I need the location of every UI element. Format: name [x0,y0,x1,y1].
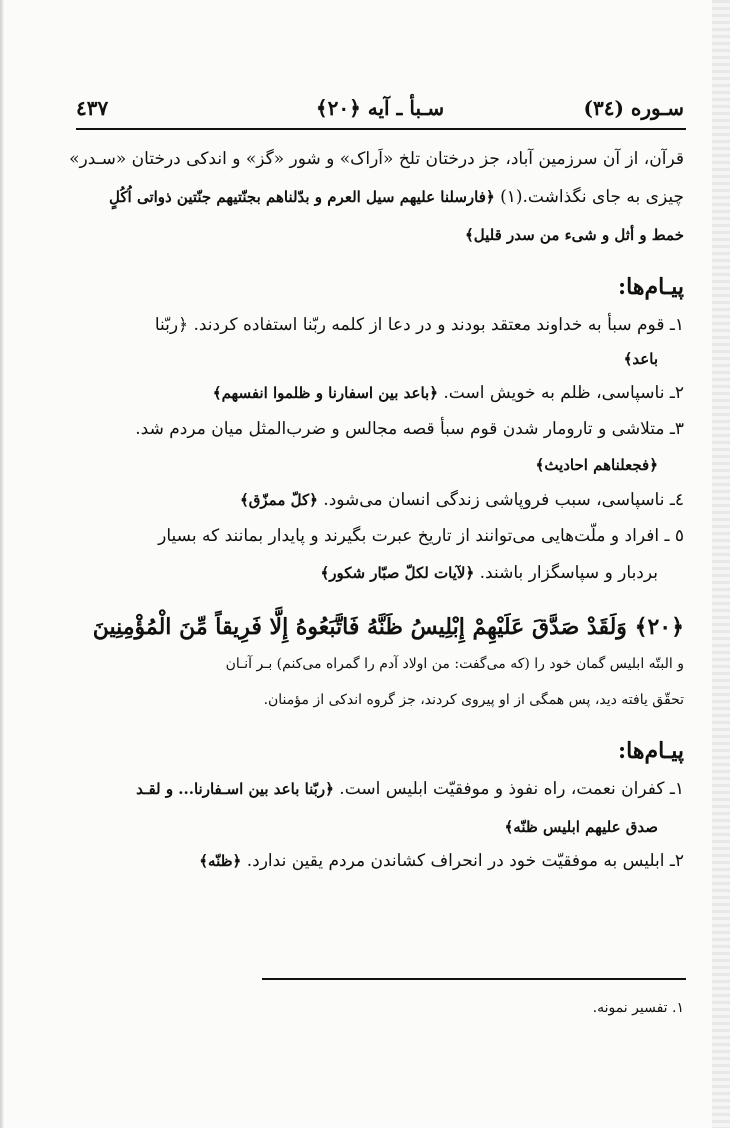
message-3-line-a: ٣ـ متلاشی و تارومار شدن قوم سبأ قصه مجالس و ضرب‌المثل میان مردم شد. [135,419,684,439]
page-number: ٤٣٧ [76,96,109,120]
intro-line-1: قرآن، از آن سرزمین آباد، جز درختان تلخ «اَراک» و شور «گز» و اندکی درختان «سـدر» [69,149,684,169]
message-1-line-a: ١ـ قوم سبأ به خداوند معتقد بودند و در دعا از کلمه ربّنا استفاده کردند. ﴿ربّنا [154,315,684,335]
message-1-line-b [76,346,658,372]
verse-translation-line-1: و البتّه ابلیس گمان خود را (که می‌گفت: من اولاد آدم را گمراه می‌کنم) بـر آنـان [225,656,684,672]
message-2-2 [76,848,684,874]
message-2-1-quote: ﴿ربّنا باعد بین اسـفارنا... و لقـد [136,780,334,798]
message-3-quote: ﴿فجعلناهم احادیث﴾ [535,456,658,474]
message-4 [76,487,684,513]
running-header [76,96,684,126]
message-2 [76,380,684,406]
intro-quote: ﴿فارسلنا علیهم سیل العرم و بدّلناهم بجنّتیهم جنّتین ذواتی اُکُلٍ [109,188,495,206]
message-3-line-b [76,452,658,478]
message-2-1-line-b [76,814,658,840]
footnote-rule [262,978,686,980]
message-5-quote: ﴿لآیات لکلّ صبّار شکور﴾ [320,564,475,582]
message-5-line-b [76,560,658,586]
message-2-1-line-a [76,776,684,802]
message-5-line-a: ٥ ـ افراد و ملّت‌هایی می‌توانند از تاریخ عبرت بگیرند و پایدار بمانند که بسیار [158,526,684,546]
intro-line-3 [76,222,684,248]
messages-heading-1: پیـام‌ها: [618,274,684,300]
intro-text: چیزی به جای نگذاشت.(١) [494,187,684,207]
message-2-1-quote-end: صدق علیهم ابلیس ظنّه﴾ [504,818,658,836]
header-rule [76,128,686,130]
message-4-text: ٤ـ ناسپاسی، سبب فروپاشی زندگی انسان می‌شود. [317,490,684,510]
header-ayah: سـبأ ـ آیه ﴿٢٠﴾ [315,96,445,120]
page-edge-left [0,0,4,1128]
verse-translation-line-2: تحقّق یافته دید، پس همگی از او پیروی کردند، جز گروه اندکی از مؤمنان. [263,692,684,708]
header-surah: سـوره (٣٤) [583,96,684,120]
message-5-text: بردبار و سپاسگزار باشند. [474,563,658,583]
message-4-quote: ﴿کلّ ممزّق﴾ [239,491,318,509]
messages-heading-2: پیـام‌ها: [618,738,684,764]
message-2-1-text: ١ـ کفران نعمت، راه نفوذ و موفقیّت ابلیس است. [333,779,684,799]
message-2-quote: ﴿باعد بین اسفارنا و ظلموا انفسهم﴾ [212,384,438,402]
message-2-2-quote: ﴿ظنّه﴾ [199,852,242,870]
message-2-2-text: ٢ـ ابلیس به موفقیّت خود در انحراف کشاندن مردم یقین ندارد. [241,851,684,871]
intro-line-2 [76,184,684,210]
intro-quote-end: خمط و أثل و شیء من سدر قلیل﴾ [464,226,684,244]
footnote: ١. تفسیر نمونه. [592,1000,684,1016]
message-2-text: ٢ـ ناسپاسی، ظلم به خویش است. [438,383,684,403]
verse-arabic: ﴿٢٠﴾ وَلَقَدْ صَدَّقَ عَلَيْهِمْ إِبْلِيسُ ظَنَّهُ فَاتَّبَعُوهُ إِلَّا فَرِيقاً مِّنَ الْمُؤْمِنِينَ [92,614,684,640]
message-1-quote: باعد﴾ [623,350,658,368]
page-edge-right [712,0,730,1128]
